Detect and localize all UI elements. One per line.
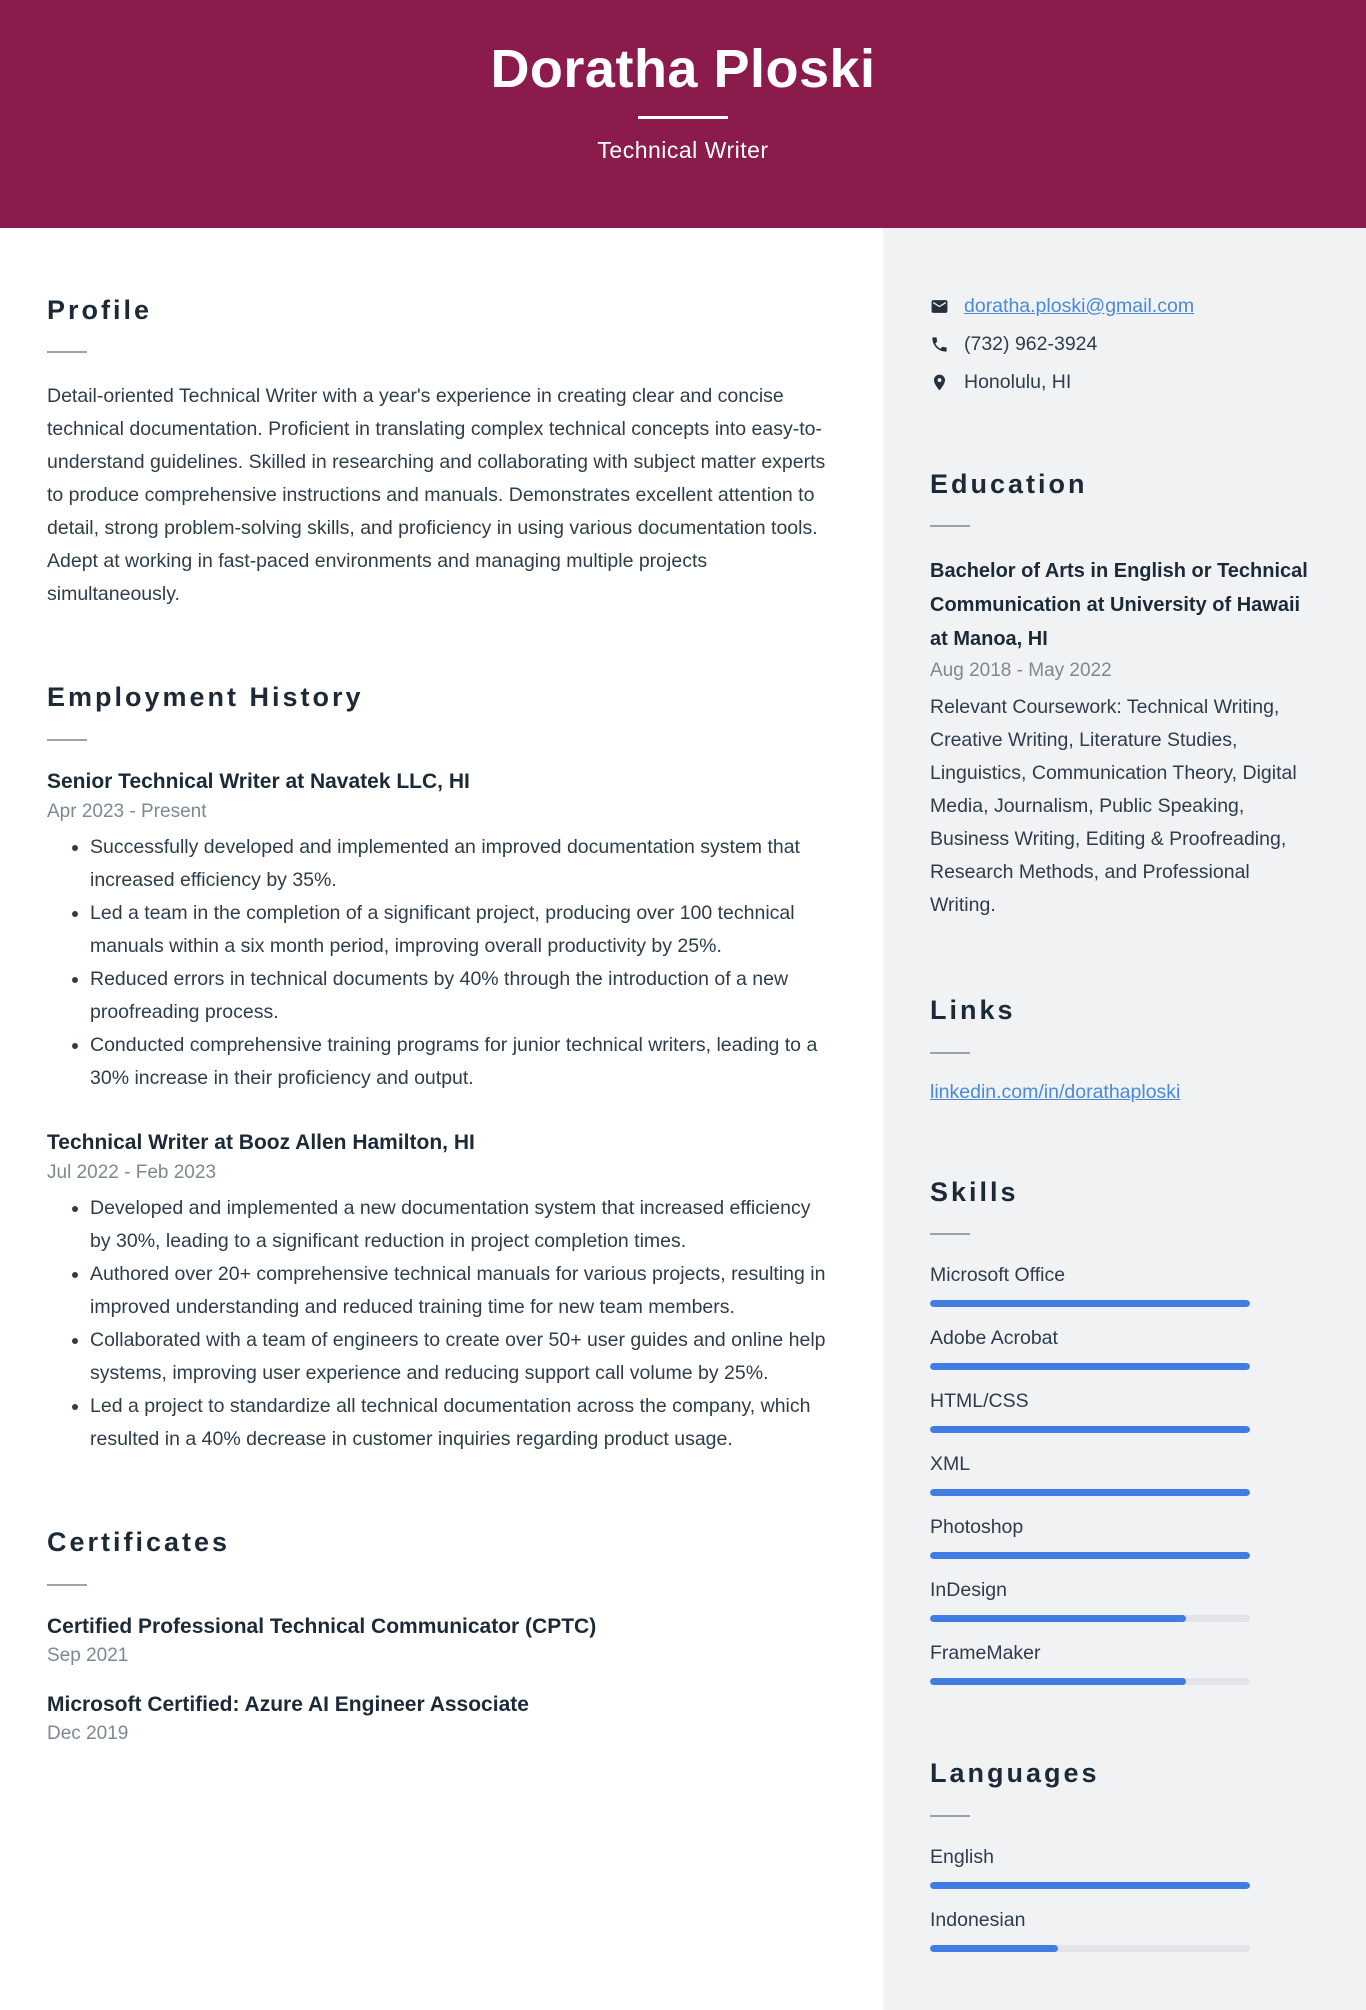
skill-name: Microsoft Office	[930, 1264, 1066, 1287]
skill-bar-fill	[930, 1363, 1250, 1370]
language-bar-track	[930, 1882, 1250, 1889]
language-item	[930, 1844, 1320, 1889]
name-divider	[638, 116, 728, 119]
job-bullet-list	[47, 1192, 835, 1456]
certificate-date: Sep 2021	[47, 1645, 129, 1667]
skill-name: Photoshop	[930, 1516, 1024, 1539]
skill-bar-track	[930, 1300, 1250, 1307]
skill-bar-fill	[930, 1678, 1186, 1685]
job-bullet: • Authored over 20+ comprehensive technical manuals for various projects, resulting in improved understanding and reduced training time for new team members.	[90, 1258, 835, 1324]
section-divider	[930, 525, 970, 527]
education-section	[930, 468, 1320, 922]
job-bullet: • Developed and implemented a new documentation system that increased efficiency by 30%, leading to a significant reduction in project completion times.	[90, 1192, 835, 1258]
job-bullet: • Successfully developed and implemented an improved documentation system that increased efficiency by 35%.	[90, 831, 835, 897]
certificate-entry	[47, 1613, 835, 1667]
language-bar-track	[930, 1945, 1250, 1952]
links-section	[930, 994, 1320, 1103]
job-entry	[47, 768, 835, 1095]
skills-section	[930, 1176, 1320, 1685]
location-text: Honolulu, HI	[964, 371, 1072, 393]
certificate-entry	[47, 1691, 835, 1745]
job-bullet: • Reduced errors in technical documents by 40% through the introduction of a new proofreading process.	[90, 963, 835, 1029]
job-title: Senior Technical Writer at Navatek LLC, HI	[47, 769, 470, 793]
skill-bar-track	[930, 1489, 1250, 1496]
location-pin-icon	[930, 373, 949, 392]
skill-bar-track	[930, 1426, 1250, 1433]
main-column	[0, 228, 883, 2010]
skill-name: Adobe Acrobat	[930, 1327, 1058, 1350]
skill-bar-fill	[930, 1489, 1250, 1496]
skill-item	[930, 1514, 1320, 1559]
skill-name: FrameMaker	[930, 1642, 1041, 1665]
profile-section	[47, 294, 835, 611]
skill-bar-track	[930, 1678, 1250, 1685]
section-divider	[47, 739, 87, 741]
job-entry	[47, 1129, 835, 1456]
education-dates: Aug 2018 - May 2022	[930, 660, 1112, 682]
sidebar-column	[883, 228, 1366, 2010]
certificates-section	[47, 1526, 835, 1745]
job-bullet: • Led a team in the completion of a significant project, producing over 100 technical manuals within a six month period, improving overall productivity by 25%.	[90, 897, 835, 963]
job-dates: Jul 2022 - Feb 2023	[47, 1162, 217, 1184]
profile-heading: Profile	[47, 295, 153, 325]
skill-bar-fill	[930, 1615, 1186, 1622]
education-description: Relevant Coursework: Technical Writing, Creative Writing, Literature Studies, Linguistics, Communication Theory, Digital Media, Journalism, Public Speaking, Business Writing, Editing & Proofreading, Research Methods, and Professional Writing.	[930, 696, 1297, 917]
job-dates: Apr 2023 - Present	[47, 801, 207, 823]
skill-bar-fill	[930, 1426, 1250, 1433]
education-heading: Education	[930, 469, 1088, 499]
skill-item	[930, 1262, 1320, 1307]
skill-bar-fill	[930, 1552, 1250, 1559]
contact-phone-row	[930, 330, 1320, 358]
skill-name: InDesign	[930, 1579, 1007, 1602]
skill-item	[930, 1388, 1320, 1433]
section-divider	[47, 351, 87, 353]
linkedin-link[interactable]: linkedin.com/in/dorathaploski	[930, 1080, 1181, 1103]
section-divider	[930, 1052, 970, 1054]
profile-text: Detail-oriented Technical Writer with a year's experience in creating clear and concise technical documentation. Proficient in translating complex technical concepts into easy-to-understand guidelines. Skilled in researching and collaborating with subject matter experts to produce comprehensive instructions and manuals. Demonstrates excellent attention to detail, strong problem-solving skills, and proficiency in using various documentation tools. Adept at working in fast-paced environments and managing multiple projects simultaneously.	[47, 385, 826, 606]
job-bullet-list	[47, 831, 835, 1095]
skill-bar-track	[930, 1363, 1250, 1370]
links-heading: Links	[930, 995, 1016, 1026]
resume-body	[0, 228, 1366, 2010]
email-link[interactable]: doratha.ploski@gmail.com	[964, 295, 1195, 317]
language-name: Indonesian	[930, 1908, 1026, 1931]
certificate-title: Certified Professional Technical Communicator (CPTC)	[47, 1614, 597, 1638]
certificate-title: Microsoft Certified: Azure AI Engineer Associate	[47, 1693, 529, 1717]
skill-item	[930, 1577, 1320, 1622]
skill-item	[930, 1325, 1320, 1370]
skill-item	[930, 1451, 1320, 1496]
section-divider	[47, 1584, 87, 1586]
certificate-date: Dec 2019	[47, 1723, 129, 1745]
job-title: Technical Writer at Booz Allen Hamilton, HI	[47, 1131, 475, 1155]
job-bullet: • Conducted comprehensive training programs for junior technical writers, leading to a 30% increase in their proficiency and output.	[90, 1029, 835, 1095]
language-bar-fill	[930, 1945, 1058, 1952]
contact-email-row	[930, 292, 1320, 320]
employment-heading: Employment History	[47, 682, 364, 713]
skill-bar-track	[930, 1615, 1250, 1622]
phone-icon	[930, 335, 949, 354]
language-name: English	[930, 1845, 994, 1868]
skill-name: XML	[930, 1453, 971, 1476]
language-bar-fill	[930, 1882, 1250, 1889]
employment-section	[47, 681, 835, 1456]
certificates-heading: Certificates	[47, 1527, 231, 1558]
language-item	[930, 1907, 1320, 1952]
degree-title: Bachelor of Arts in English or Technical Communication at University of Hawaii at Manoa, HI	[930, 560, 1308, 651]
contact-location-row	[930, 368, 1320, 396]
phone-number: (732) 962-3924	[964, 333, 1098, 355]
skills-heading: Skills	[930, 1176, 1019, 1207]
job-bullet: • Collaborated with a team of engineers to create over 50+ user guides and online help systems, improving user experience and reducing support call volume by 25%.	[90, 1324, 835, 1390]
skill-bar-fill	[930, 1300, 1250, 1307]
job-title-subtitle: Technical Writer	[597, 137, 769, 164]
skill-item	[930, 1640, 1320, 1685]
job-bullet: • Led a project to standardize all technical documentation across the company, which resulted in a 40% decrease in customer inquiries regarding product usage.	[90, 1390, 835, 1456]
section-divider	[930, 1815, 970, 1817]
section-divider	[930, 1233, 970, 1235]
languages-section	[930, 1757, 1320, 1951]
skill-name: HTML/CSS	[930, 1390, 1029, 1413]
languages-heading: Languages	[930, 1758, 1100, 1789]
envelope-icon	[930, 297, 949, 316]
skill-bar-track	[930, 1552, 1250, 1559]
contact-section	[930, 292, 1320, 396]
resume-header	[0, 0, 1366, 228]
person-name: Doratha Ploski	[490, 39, 876, 99]
